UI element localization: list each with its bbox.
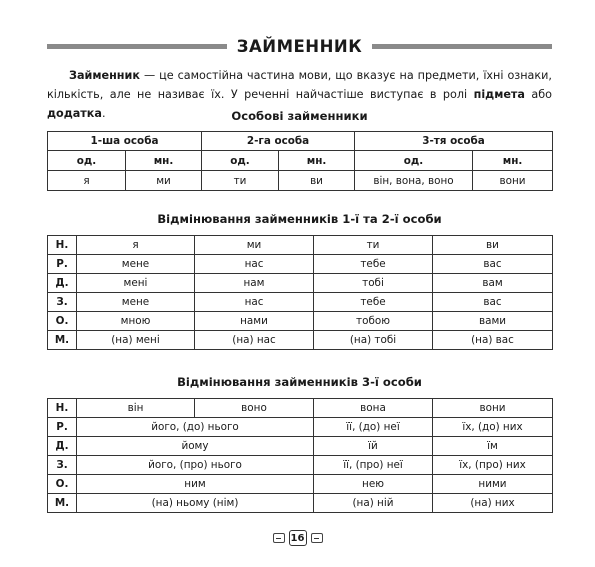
table-cell: його, (про) нього — [77, 456, 314, 475]
case-label: О. — [48, 475, 77, 494]
table-cell: вас — [433, 293, 553, 312]
table-cell: її, (про) неї — [314, 456, 433, 475]
table-cell: (на) вас — [433, 331, 553, 350]
table-cell: він — [77, 399, 195, 418]
table-cell: вона — [314, 399, 433, 418]
term: Займенник — [69, 69, 140, 82]
table-row — [48, 255, 553, 274]
case-label: Н. — [48, 236, 77, 255]
table-cell: тебе — [314, 293, 433, 312]
table-cell: вони — [433, 399, 553, 418]
table-cell: вам — [433, 274, 553, 293]
personal-pronouns-table — [47, 131, 553, 191]
table-cell: їх, (про) них — [433, 456, 553, 475]
table-cell: мною — [77, 312, 195, 331]
table-cell: вас — [433, 255, 553, 274]
table-cell: їх, (до) них — [433, 418, 553, 437]
header-rule-left — [47, 44, 227, 49]
case-label: М. — [48, 494, 77, 513]
case-label: Р. — [48, 418, 77, 437]
table-cell: ми — [195, 236, 314, 255]
table-cell: його, (до) нього — [77, 418, 314, 437]
declension-3-table — [47, 398, 553, 513]
table-row — [48, 274, 553, 293]
table-cell: її, (до) неї — [314, 418, 433, 437]
definition-conj: або — [524, 88, 553, 101]
table-cell: я — [77, 236, 195, 255]
pronouns-row — [48, 171, 553, 191]
table-cell: йому — [77, 437, 314, 456]
page-header — [47, 33, 552, 59]
case-label: М. — [48, 331, 77, 350]
table-cell: мене — [77, 255, 195, 274]
table-row — [48, 475, 553, 494]
table-row — [48, 331, 553, 350]
persons-row — [48, 132, 553, 151]
pronoun-cell: ти — [202, 171, 279, 191]
table-cell: ти — [314, 236, 433, 255]
case-label: Р. — [48, 255, 77, 274]
declension-12-table — [47, 235, 553, 350]
pronoun-cell: ви — [279, 171, 355, 191]
number-header: мн. — [279, 151, 355, 171]
dash-icon — [311, 533, 323, 543]
personal-pronouns-title: Особові займенники — [231, 109, 368, 123]
table-row — [48, 399, 553, 418]
table-row — [48, 494, 553, 513]
table-cell: їй — [314, 437, 433, 456]
table-cell: (на) них — [433, 494, 553, 513]
table-cell: нам — [195, 274, 314, 293]
table-cell: нами — [195, 312, 314, 331]
case-label: Н. — [48, 399, 77, 418]
number-header: од. — [355, 151, 473, 171]
page-number-block — [0, 530, 595, 546]
table-row — [48, 437, 553, 456]
numbers-row — [48, 151, 553, 171]
table-row — [48, 312, 553, 331]
case-label: З. — [48, 456, 77, 475]
pronoun-cell: він, вона, воно — [355, 171, 473, 191]
table-cell: (на) тобі — [314, 331, 433, 350]
table-cell: (на) нас — [195, 331, 314, 350]
declension-12-title: Відмінювання займенників 1-ї та 2-ї особи — [157, 212, 442, 226]
case-label: Д. — [48, 274, 77, 293]
case-label: О. — [48, 312, 77, 331]
table-cell: мені — [77, 274, 195, 293]
table-cell: ним — [77, 475, 314, 494]
person-3-header: 3-тя особа — [355, 132, 553, 151]
person-2-header: 2-га особа — [202, 132, 355, 151]
table-cell: (на) мені — [77, 331, 195, 350]
number-header: мн. — [473, 151, 553, 171]
table-cell: тобі — [314, 274, 433, 293]
table-cell: тебе — [314, 255, 433, 274]
table-cell: вами — [433, 312, 553, 331]
table-cell: ними — [433, 475, 553, 494]
definition-text: — це самостійна частина мови, що вказує на предмети, їхні ознаки, кількість, але не називає їх. У реченні найчастіше виступає в ролі — [47, 69, 552, 101]
table-cell: нас — [195, 293, 314, 312]
number-header: од. — [48, 151, 126, 171]
table-row — [48, 456, 553, 475]
table-cell: ви — [433, 236, 553, 255]
table-cell: тобою — [314, 312, 433, 331]
table-cell: нею — [314, 475, 433, 494]
role-object: додатка — [47, 107, 102, 120]
header-rule-right — [372, 44, 552, 49]
table-cell: воно — [195, 399, 314, 418]
table-row — [48, 418, 553, 437]
case-label: Д. — [48, 437, 77, 456]
table-cell: мене — [77, 293, 195, 312]
number-header: мн. — [126, 151, 202, 171]
page-number: 16 — [289, 530, 307, 546]
table-cell: (на) ньому (нім) — [77, 494, 314, 513]
table-cell: їм — [433, 437, 553, 456]
number-header: од. — [202, 151, 279, 171]
table-row — [48, 236, 553, 255]
case-label: З. — [48, 293, 77, 312]
pronoun-cell: ми — [126, 171, 202, 191]
person-1-header: 1-ша особа — [48, 132, 202, 151]
definition-end: . — [101, 107, 106, 120]
pronoun-cell: вони — [473, 171, 553, 191]
dash-icon — [273, 533, 285, 543]
page-title: ЗАЙМЕННИК — [236, 36, 363, 56]
declension-3-title: Відмінювання займенників 3-ї особи — [177, 375, 422, 389]
table-cell: (на) ній — [314, 494, 433, 513]
role-subject: підмета — [473, 88, 525, 101]
pronoun-cell: я — [48, 171, 126, 191]
table-cell: нас — [195, 255, 314, 274]
table-row — [48, 293, 553, 312]
